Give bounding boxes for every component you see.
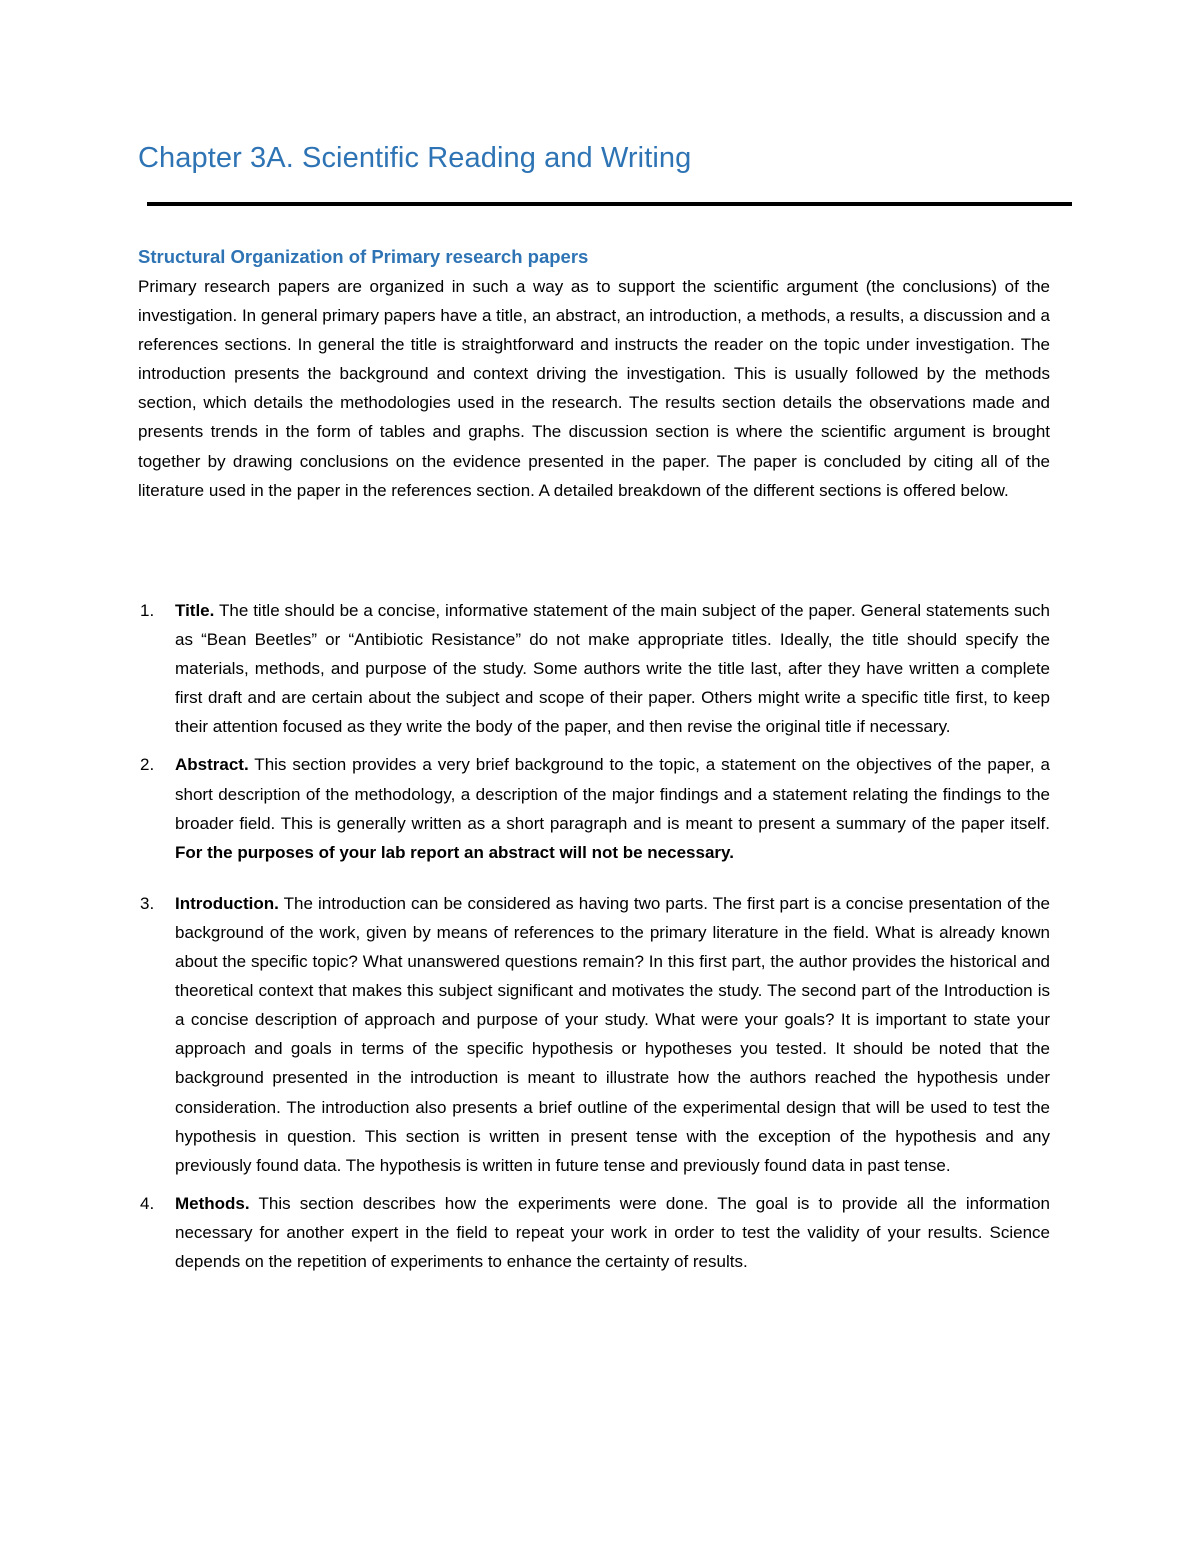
list-item-emphasis: For the purposes of your lab report an abstract will not be necessary. [175,842,734,862]
list-item-introduction [138,889,1050,1180]
list-item-term: Introduction. [175,893,279,913]
list-item-text: This section provides a very brief background to the topic, a statement on the objectives of the paper, a short description of the methodology, a description of the major findings and a statement relating the findings to the broader field. This is generally written as a short paragraph and is meant to present a summary of the paper itself. [175,755,1050,833]
list-item-number: 3. [140,893,155,913]
list-item-term: Abstract. [175,755,249,775]
list-item-abstract [138,750,1050,866]
intro-paragraph: Primary research papers are organized in such a way as to support the scientific argument (the conclusions) of the investigation. In general primary papers have a title, an abstract, an introduction, a methods, a results, a discussion and a references sections. In general the title is straightforward and instructs the reader on the topic under investigation. The introduction presents the background and context driving the investigation. This is usually followed by the methods section, which details the methodologies used in the research. The results section details the observations made and presents trends in the form of tables and graphs. The discussion section is where the scientific argument is brought together by drawing conclusions on the evidence presented in the paper. The paper is concluded by citing all of the literature used in the paper in the references section. A detailed breakdown of the different sections is offered below. [138,277,1050,500]
list-item-methods [138,1189,1050,1276]
list-item-number: 1. [140,601,155,620]
list-item-text: The introduction can be considered as having two parts. The first part is a concise presentation of the background of the work, given by means of references to the primary literature in the field. What is already known about the specific topic? What unanswered questions remain? In this first part, the author provides the historical and theoretical context that makes this subject significant and motivates the study. The second part of the Introduction is a concise description of approach and purpose of your study. What were your goals? It is important to state your approach and goals in terms of the specific hypothesis or hypotheses you tested. It should be noted that the background presented in the introduction is meant to illustrate how the authors reached the hypothesis under consideration. The introduction also presents a brief outline of the experimental design that will be used to test the hypothesis in question. This section is written in present tense with the exception of the hypothesis and any previously found data. The hypothesis is written in future tense and previously found data in past tense. [175,893,1050,1175]
list-item-term: Methods. [175,1193,250,1213]
chapter-title: Chapter 3A. Scientific Reading and Writing [138,142,692,174]
title-divider [147,202,1072,206]
sections-list [138,596,1050,1276]
section-heading: Structural Organization of Primary research papers [138,246,589,267]
list-item-text: The title should be a concise, informative statement of the main subject of the paper. General statements such as “Bean Beetles” or “Antibiotic Resistance” do not make appropriate titles. Ideally, the title should specify the materials, methods, and purpose of the study. Some authors write the title last, after they have written a complete first draft and are certain about the subject and scope of their paper. Others might write a specific title first, to keep their attention focused as they write the body of the paper, and then revise the original title if necessary. [175,601,1050,737]
list-item-text: This section describes how the experiments were done. The goal is to provide all the information necessary for another expert in the field to repeat your work in order to test the validity of your results. Science depends on the repetition of experiments to enhance the certainty of results. [175,1193,1050,1271]
list-item-term: Title. [175,601,215,620]
list-item-number: 2. [140,755,155,775]
list-item-number: 4. [140,1193,155,1213]
list-item-title [138,596,1050,741]
